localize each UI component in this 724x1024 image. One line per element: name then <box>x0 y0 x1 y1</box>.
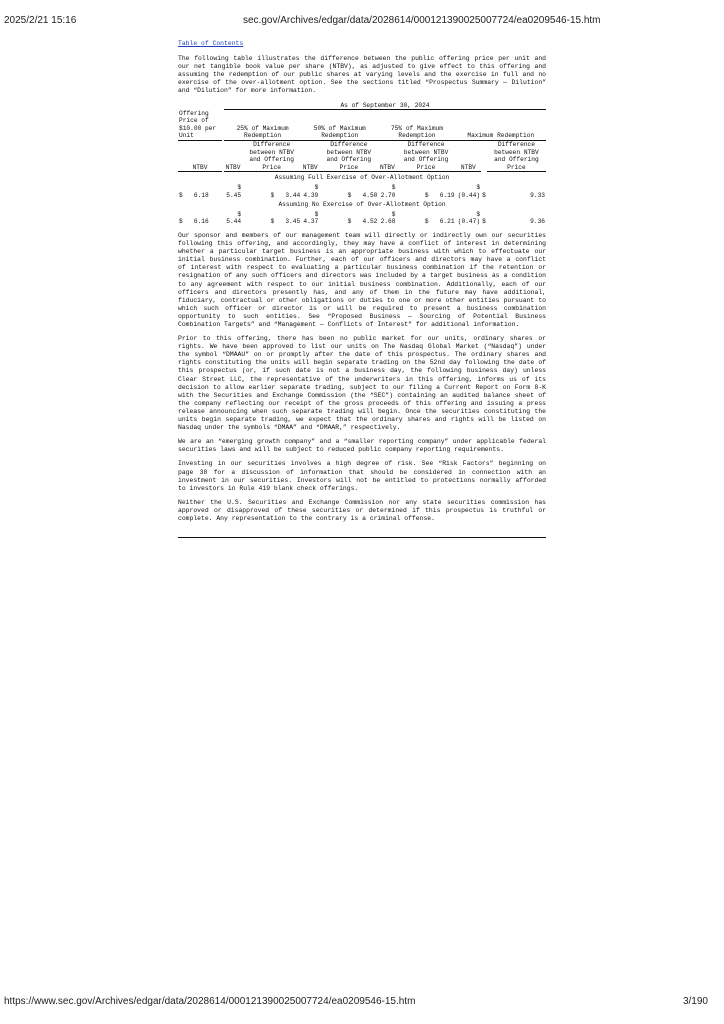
cell-diffmax: 9.33 <box>530 191 545 199</box>
print-url: https://www.sec.gov/Archives/edgar/data/2028614/000121390025007724/ea0209546-15.htm <box>4 996 416 1007</box>
egc-paragraph: We are an “emerging growth company” and a “smaller reporting company” under applicable federal securities laws and will be subject to reduced public company reporting requirements. <box>178 438 546 454</box>
table-date-header: As of September 30, 2024 <box>224 102 546 110</box>
print-page-count: 3/190 <box>682 996 708 1007</box>
page-divider <box>178 537 546 538</box>
col-ntbv-header: NTBV <box>301 141 319 172</box>
dilution-table <box>178 102 546 226</box>
section-full-exercise: Assuming Full Exercise of Over-Allotment Option <box>274 174 450 182</box>
col-diff-header: Difference between NTBV and Offering Price <box>319 141 378 172</box>
cell-offering: 6.18 <box>193 191 209 199</box>
table-row: $ 6.16 $ 5.44 $ 3.45 $ 4.37 $ 4.52 $ 2.68 $ 6.21 $ (0.47) $ 9.36 <box>179 210 545 226</box>
cell-ntbv50: 4.39 <box>303 191 319 199</box>
table-of-contents-link[interactable]: Table of Contents <box>178 40 244 47</box>
col-ntbv-header: NTBV <box>456 141 482 172</box>
cell-ntbvmax: (0.44) <box>457 191 481 199</box>
intro-paragraph: The following table illustrates the difference between the public offering price per unit and our net tangible book value per share (NTBV), as adjusted to give effect to this offering and assuming the redemption of our public shares at varying levels and the exercise in full and no exercise of the over-allotment option. See the sections titled “Prospectus Summary — Dilution” and “Dilution” for more information. <box>178 55 546 95</box>
col-ntbv-header: NTBV <box>178 141 222 172</box>
cell-ntbv25: 5.45 <box>226 191 242 199</box>
col-ntbv-header: NTBV <box>378 141 396 172</box>
group-header-max: Maximum Redemption <box>456 110 546 141</box>
cell-offering: 6.16 <box>193 218 209 226</box>
cell-ntbv50: 4.37 <box>303 218 319 226</box>
cell-diff50: 4.52 <box>362 218 378 226</box>
col-diff-header: Difference between NTBV and Offering Price <box>487 141 546 172</box>
print-page-title: sec.gov/Archives/edgar/data/2028614/000121390025007724/ea0209546-15.htm <box>243 15 601 26</box>
col-ntbv-header: NTBV <box>224 141 242 172</box>
conflict-paragraph: Our sponsor and members of our management team will directly or indirectly own our securities following this offering, and accordingly, they may have a conflict of interest in determining whether a particular target business is an appropriate business with which to effectuate our initial business combination. Further, each of our officers and directors may have a conflict of interest with respect to evaluating a particular business combination if the retention or resignation of any such officers and directors was included by a target business as a condition to any agreement with respect to our initial business combination. Additionally, each of our officers and directors presently has, and any of them in the future may have additional, fiduciary, contractual or other obligations or duties to one or more other entities pursuant to which such officer or director is or will be required to present a business combination opportunity to such entities. See “Proposed Business — Sourcing of Potential Business Combination Targets” and “Management — Conflicts of Interest” for additional information. <box>178 231 546 328</box>
group-header-25: 25% of Maximum Redemption <box>224 110 301 141</box>
group-header-50: 50% of Maximum Redemption <box>301 110 378 141</box>
cell-ntbv75: 2.70 <box>380 191 396 199</box>
section-no-exercise: Assuming No Exercise of Over-Allotment Option <box>278 201 446 209</box>
col-diff-header: Difference between NTBV and Offering Price <box>396 141 455 172</box>
col-diff-header: Difference between NTBV and Offering Price <box>242 141 301 172</box>
offering-price-header: Offering Price of $10.00 per Unit <box>178 110 222 141</box>
cell-diff50: 4.50 <box>362 191 378 199</box>
cell-ntbv25: 5.44 <box>226 218 242 226</box>
currency-symbol: $ <box>179 218 183 226</box>
cell-ntbvmax: (0.47) <box>457 218 481 226</box>
risk-paragraph: Investing in our securities involves a high degree of risk. See “Risk Factors” beginning on page 38 for a discussion of information that should be considered in connection with an investment in our securities. Investors will not be entitled to protections normally afforded to investors in Rule 419 blank check offerings. <box>178 460 546 492</box>
sec-disclaimer-paragraph: Neither the U.S. Securities and Exchange Commission nor any state securities commission has approved or disapproved of these securities or determined if this prospectus is truthful or complete. Any representation to the contrary is a criminal offense. <box>178 498 546 522</box>
document-body <box>178 40 546 538</box>
cell-ntbv75: 2.68 <box>380 218 396 226</box>
cell-diff25: 3.45 <box>285 218 301 226</box>
cell-diff25: 3.44 <box>285 191 301 199</box>
market-paragraph: Prior to this offering, there has been no public market for our units, ordinary shares or rights. We have been approved to list our units on The Nasdaq Global Market (“Nasdaq”) under the symbol “DMAAU” on or promptly after the date of this prospectus. The ordinary shares and rights constituting the units will begin separate trading on the 52nd day following the date of this prospectus (or, if such date is not a business day, the following business day) unless Clear Street LLC, the representative of the underwriters in this offering, informs us of its decision to allow earlier separate trading, subject to our filing a Current Report on Form 8-K with the Securities and Exchange Commission (the “SEC”) containing an audited balance sheet of the company reflecting our receipt of the gross proceeds of this offering and issuing a press release announcing when such separate trading will begin. Once the securities constituting the units begin separate trading, we expect that the ordinary shares and rights will be listed on Nasdaq under the symbols “DMAA” and “DMAAR,” respectively. <box>178 335 546 432</box>
print-datetime: 2025/2/21 15:16 <box>4 15 77 26</box>
cell-diff75: 6.21 <box>439 218 455 226</box>
group-header-75: 75% of Maximum Redemption <box>378 110 455 141</box>
currency-symbol: $ <box>179 191 183 199</box>
cell-diffmax: 9.36 <box>530 218 545 226</box>
table-row: $ 6.18 $ 5.45 $ 3.44 $ 4.39 $ 4.50 $ 2.70 $ 6.19 $ (0.44) $ 9.33 <box>179 184 545 199</box>
cell-diff75: 6.19 <box>439 191 455 199</box>
